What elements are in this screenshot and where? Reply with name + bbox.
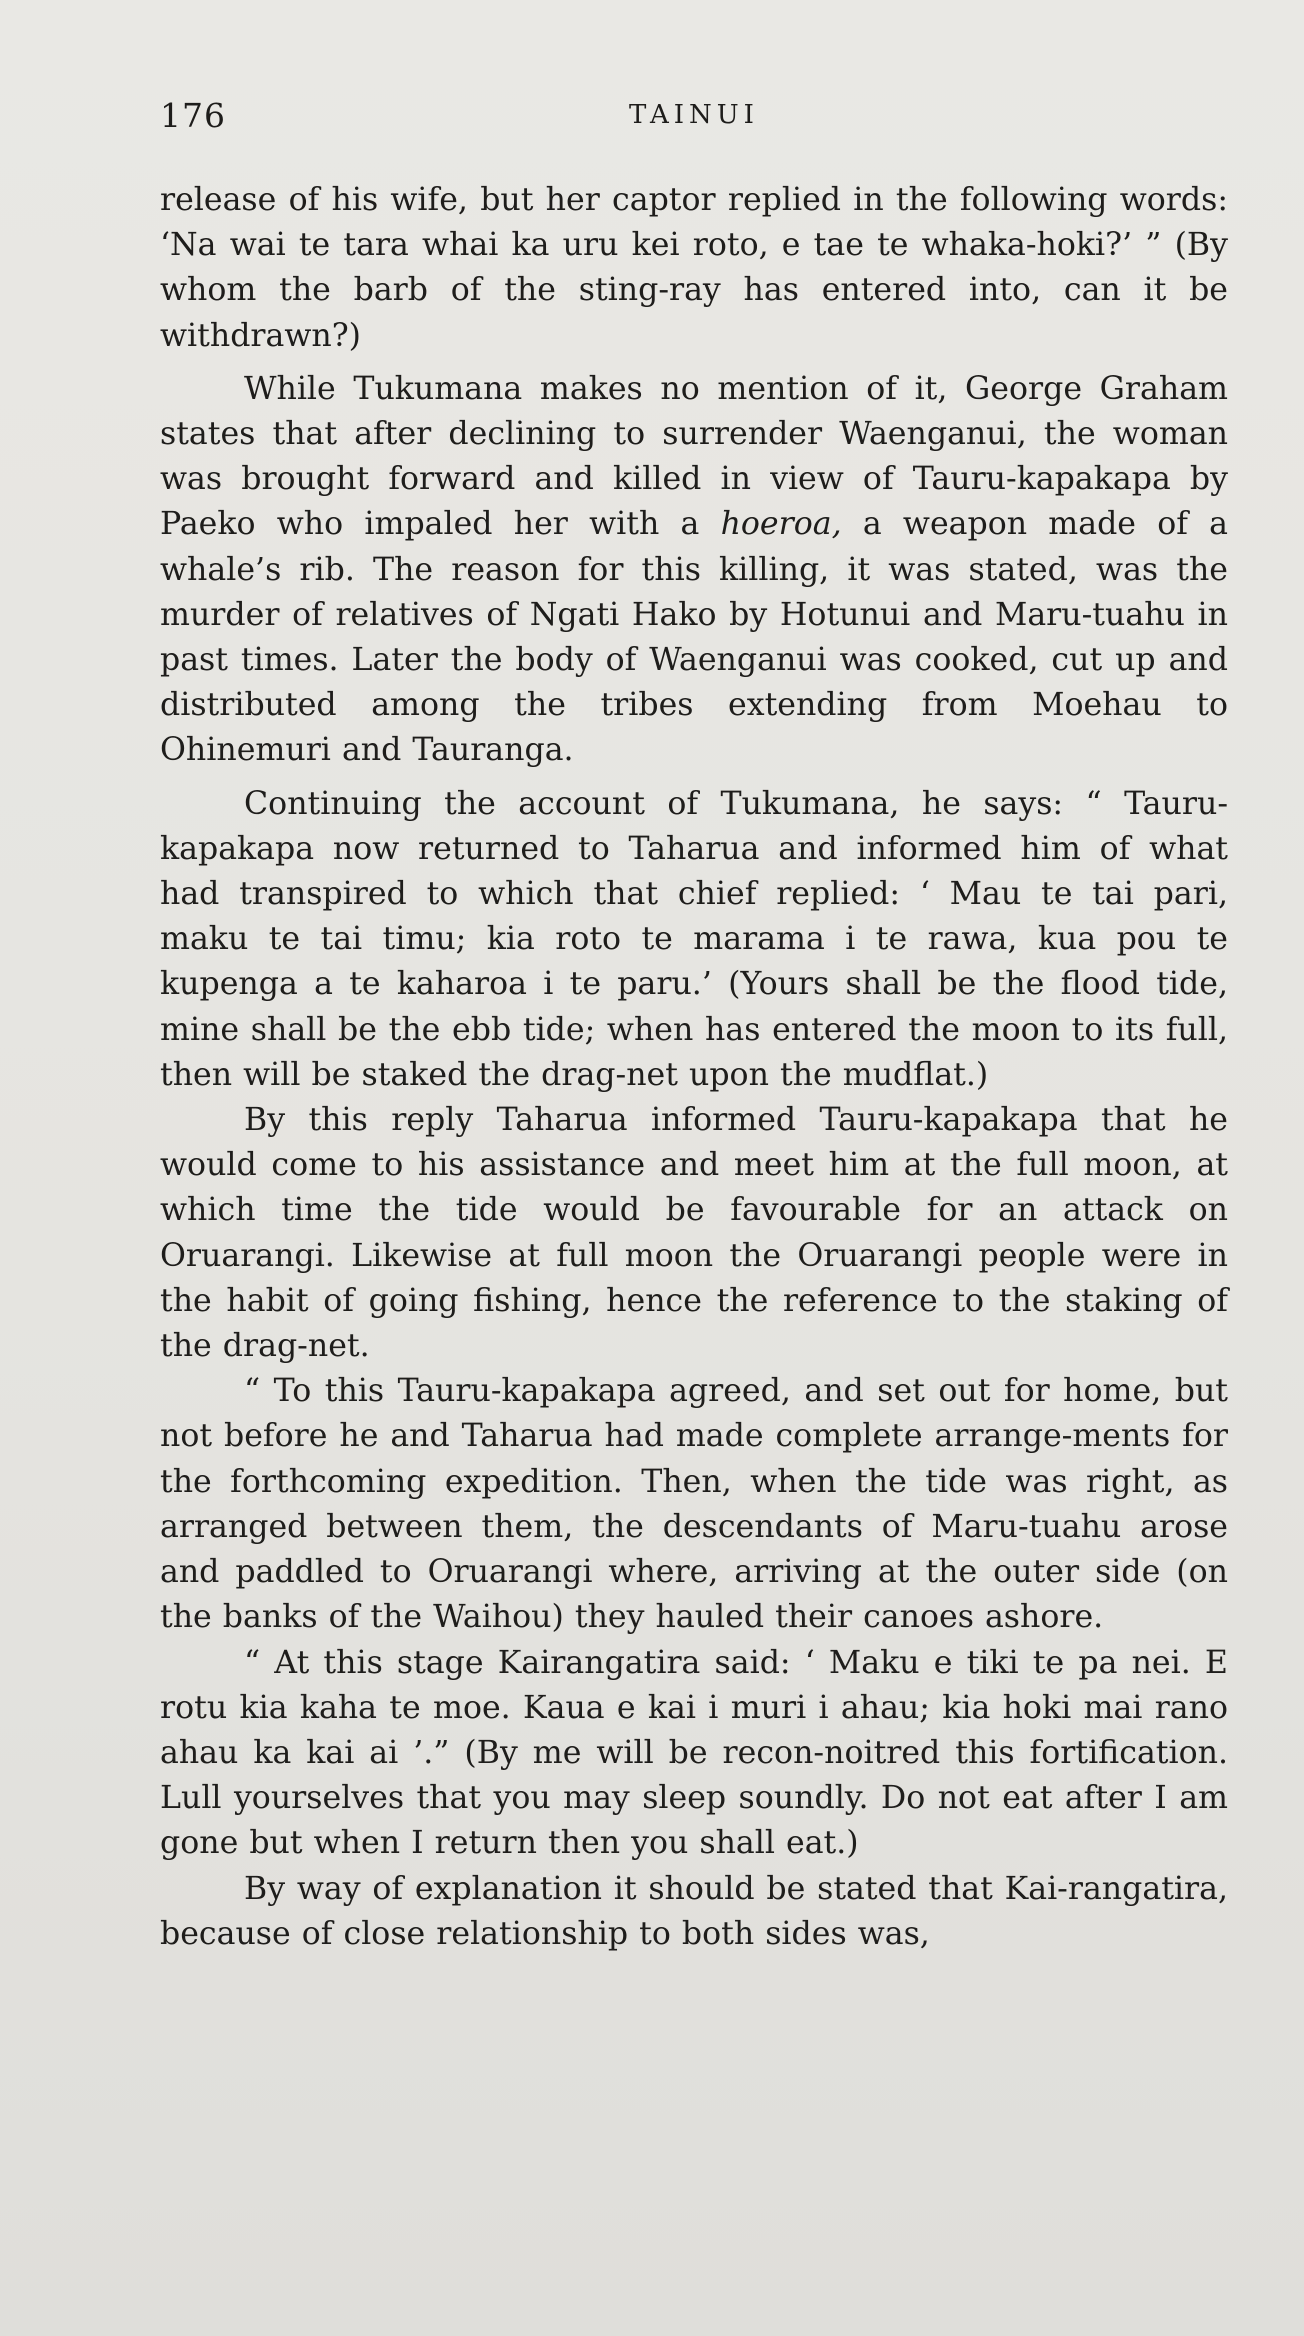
paragraph-segment: While Tukumana makes no mention of it, George Graham states that after declining to surrender Waenganui, the woman was brought forward and killed in view of Tauru-kapakapa by Paeko who impaled her with a — [160, 370, 1228, 543]
paragraph: “ To this Tauru-kapakapa agreed, and set out for home, but not before he and Taharua had made complete arrange-ments for the forthcoming expedition. Then, when the tide was right, as arranged between them, the descendants of Maru-tuahu arose and paddled to Oruarangi where, arriving at the outer side (on the banks of the Waihou) they hauled their canoes ashore. — [160, 1373, 1228, 1636]
paragraph-segment: a weapon made of a whale’s rib. The reason for this killing, it was stated, was the murder of relatives of Ngati Hako by Hotunui and Maru-tuahu in past times. Later the body of Waenganui was cooked, cut up and distributed among the tribes extending from Moehau to Ohinemuri and Tauranga. — [160, 506, 1228, 769]
paragraph: By way of explanation it should be stated that Kai-rangatira, because of close relationship to both sides was, — [160, 1870, 1228, 1952]
paragraph: “ At this stage Kairangatira said: ‘ Maku e tiki te pa nei. E rotu kia kaha te moe. Kaua e kai i muri i ahau; kia hoki mai rano ahau ka kai ai ’.” (By me will be recon-noitred this fortification. Lull yourselves that you may sleep soundly. Do not eat after I am gone but when I return then you shall eat.) — [160, 1644, 1228, 1862]
paragraph: Continuing the account of Tukumana, he says: “ Tauru-kapakapa now returned to Taharua and informed him of what had transpired to which that chief replied: ‘ Mau te tai pari, maku te tai timu; kia roto te marama i te rawa, kua pou te kupenga a te kaharoa i te paru.’ (Yours shall be the flood tide, mine shall be the ebb tide; when has entered the moon to its full, then will be staked the drag-net upon the mudflat.) — [160, 785, 1228, 1093]
page-header — [160, 96, 1228, 146]
paragraph: release of his wife, but her captor replied in the following words: ‘Na wai te tara whai ka uru kei roto, e tae te whaka-hoki?’ ” (By whom the barb of the sting-ray has entered into, can it be withdrawn?) — [160, 182, 1228, 354]
running-title: TAINUI — [629, 100, 759, 130]
paragraph: By this reply Taharua informed Tauru-kapakapa that he would come to his assistance and meet him at the full moon, at which time the tide would be favourable for an attack on Oruarangi. Likewise at full moon the Oruarangi people were in the habit of going fishing, hence the reference to the staking of the drag-net. — [160, 1102, 1228, 1365]
page-number: 176 — [160, 96, 226, 135]
body-text — [160, 178, 1228, 1957]
paragraph — [160, 367, 1228, 774]
italic-term: hoeroa, — [720, 506, 842, 543]
